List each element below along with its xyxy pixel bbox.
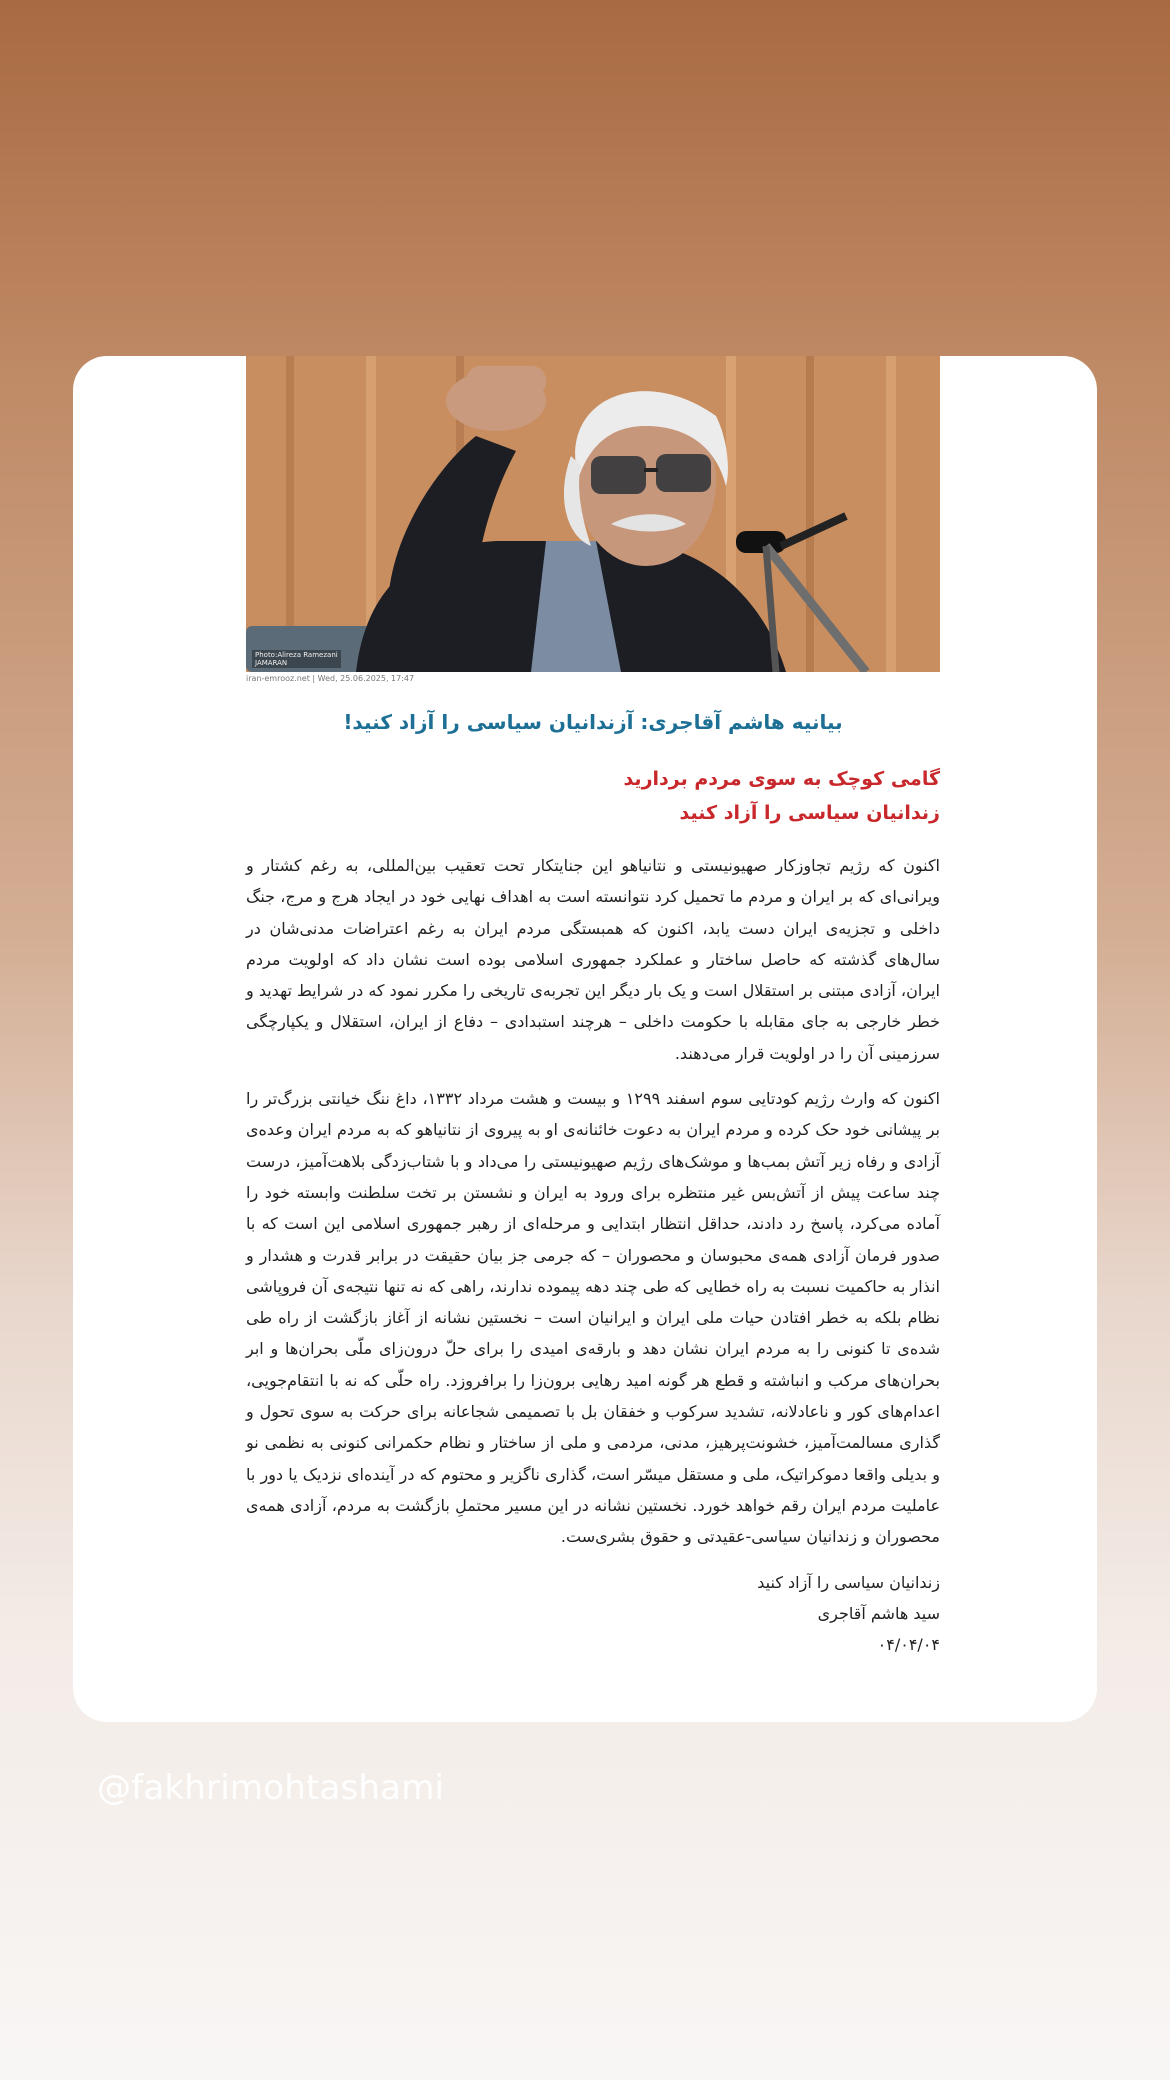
source-line: iran-emrooz.net | Wed, 25.06.2025, 17:47 — [246, 674, 415, 683]
subheadings — [246, 762, 940, 830]
photo-credit: Photo:Alireza Ramezani JAMARAN — [252, 650, 341, 668]
subheading: زندانیان سیاسی را آزاد کنید — [679, 802, 940, 824]
user-handle[interactable]: @fakhrimohtashami — [97, 1768, 445, 1808]
signature-line: زندانیان سیاسی را آزاد کنید — [757, 1572, 940, 1592]
article-photo — [246, 356, 940, 672]
subheading: گامی کوچک به سوی مردم بردارید — [623, 768, 940, 790]
signature-block — [246, 1567, 940, 1660]
article-paragraph: اکنون که وارث رژیم کودتایی سوم اسفند ۱۲۹۹ و بیست و هشت مرداد ۱۳۳۲، داغ ننگ خیانتی بزرگ‌تر را بر پیشانی خود حک کرده و مردم ایران به دعوت خائنانه‌ی او به پیروی از نتانیاهو که به مردم ایران وعده‌ی آزادی و رفاه زیر آتش بمب‌ها و موشک‌های رژیم صهیونیستی را می‌داد و با شتاب‌زدگی بلاهت‌آمیز، درست چند ساعت پیش از آتش‌بس غیر منتظره برای ورود به ایران و نشستن بر تخت سلطنت وابسته خود را آماده می‌کرد، پاسخ رد دادند، حداقل انتظار ابتدایی و مرحله‌ای از رهبر جمهوری اسلامی این است که با صدور فرمان آزادی همه‌ی محبوسان و محصوران – که جرمی جز بیان حقیقت در برابر قدرت و هشدار و انذار به حاکمیت نسبت به راه خطایی که طی چند دهه پیموده ندارند، راهی که نه تنها نتیجه‌ی آن فروپاشی نظام بلکه به خطر افتادن حیات ملی ایران و ایرانیان است – نخستین نشانه از آغاز بازگشت از راه طی شده‌ی تا کنونی را به مردم ایران نشان دهد و بارقه‌ی امیدی را برای حلّ درون‌زای ملّی بحران‌ها و ابر بحران‌های مرکب و انباشته و قطع هر گونه امید رهایی برون‌زا را برافروزد. راه حلّی که نه با انتقام‌جویی، اعدام‌های کور و ناعادلانه، تشدید سرکوب و خفقان بل با تصمیمی شجاعانه برای حرکت به سوی تحول و گذاری مسالمت‌آمیز، خشونت‌پرهیز، مدنی، مردمی و ملی از ساختار و نظام حکمرانی کنونی به نظمی نو و بدیلی واقعا دموکراتیک، ملی و مستقل میسّر است، گذاری ناگزیر و محتوم که در آینده‌ای نزدیک یا دور با عاملیت مردم ایران رقم خواهد خورد. نخستین نشانه در این مسیر محتملِ بازگشت به مردم، آزادی همه‌ی محصوران و زندانیان سیاسی-عقیدتی و حقوق بشری‌ست. — [246, 1089, 940, 1547]
signature-name: سید هاشم آقاجری — [817, 1603, 940, 1623]
article-headline: بیانیه هاشم آقاجری: آزندانیان سیاسی را آزاد کنید! — [343, 710, 843, 734]
signature-date: ۰۴/۰۴/۰۴ — [877, 1634, 940, 1654]
story-card — [73, 356, 1097, 1722]
article-body — [246, 708, 940, 1660]
speaker-photo-illustration — [246, 356, 940, 672]
article-paragraph: اکنون که رژیم تجاوزکار صهیونیستی و نتانیاهو این جنایتکار تحت تعقیب بین‌المللی، به رغم کشتار و ویرانی‌ای که بر ایران و مردم ما تحمیل کرد نتوانسته است به اهداف نهایی خود در ایجاد هرج و مرج، جنگ داخلی و تجزیه‌ی ایران دست یابد، اکنون که همبستگی مردم ایران به رغم اعتراضات مدنی‌شان در سال‌های گذشته که حاصل ساختار و عملکرد جمهوری اسلامی بوده است نشان داد که اولویت مردم ایران، آزادی مبتنی بر استقلال است و یک بار دیگر این تجربه‌ی تاریخی را مکرر نمود که در شرایط تهدید و خطر خارجی به جای مقابله با حکومت داخلی – هرچند استبدادی – دفاع از ایران، استقلال و یکپارچگی سرزمینی آن را در اولویت قرار می‌دهند. — [246, 856, 940, 1063]
